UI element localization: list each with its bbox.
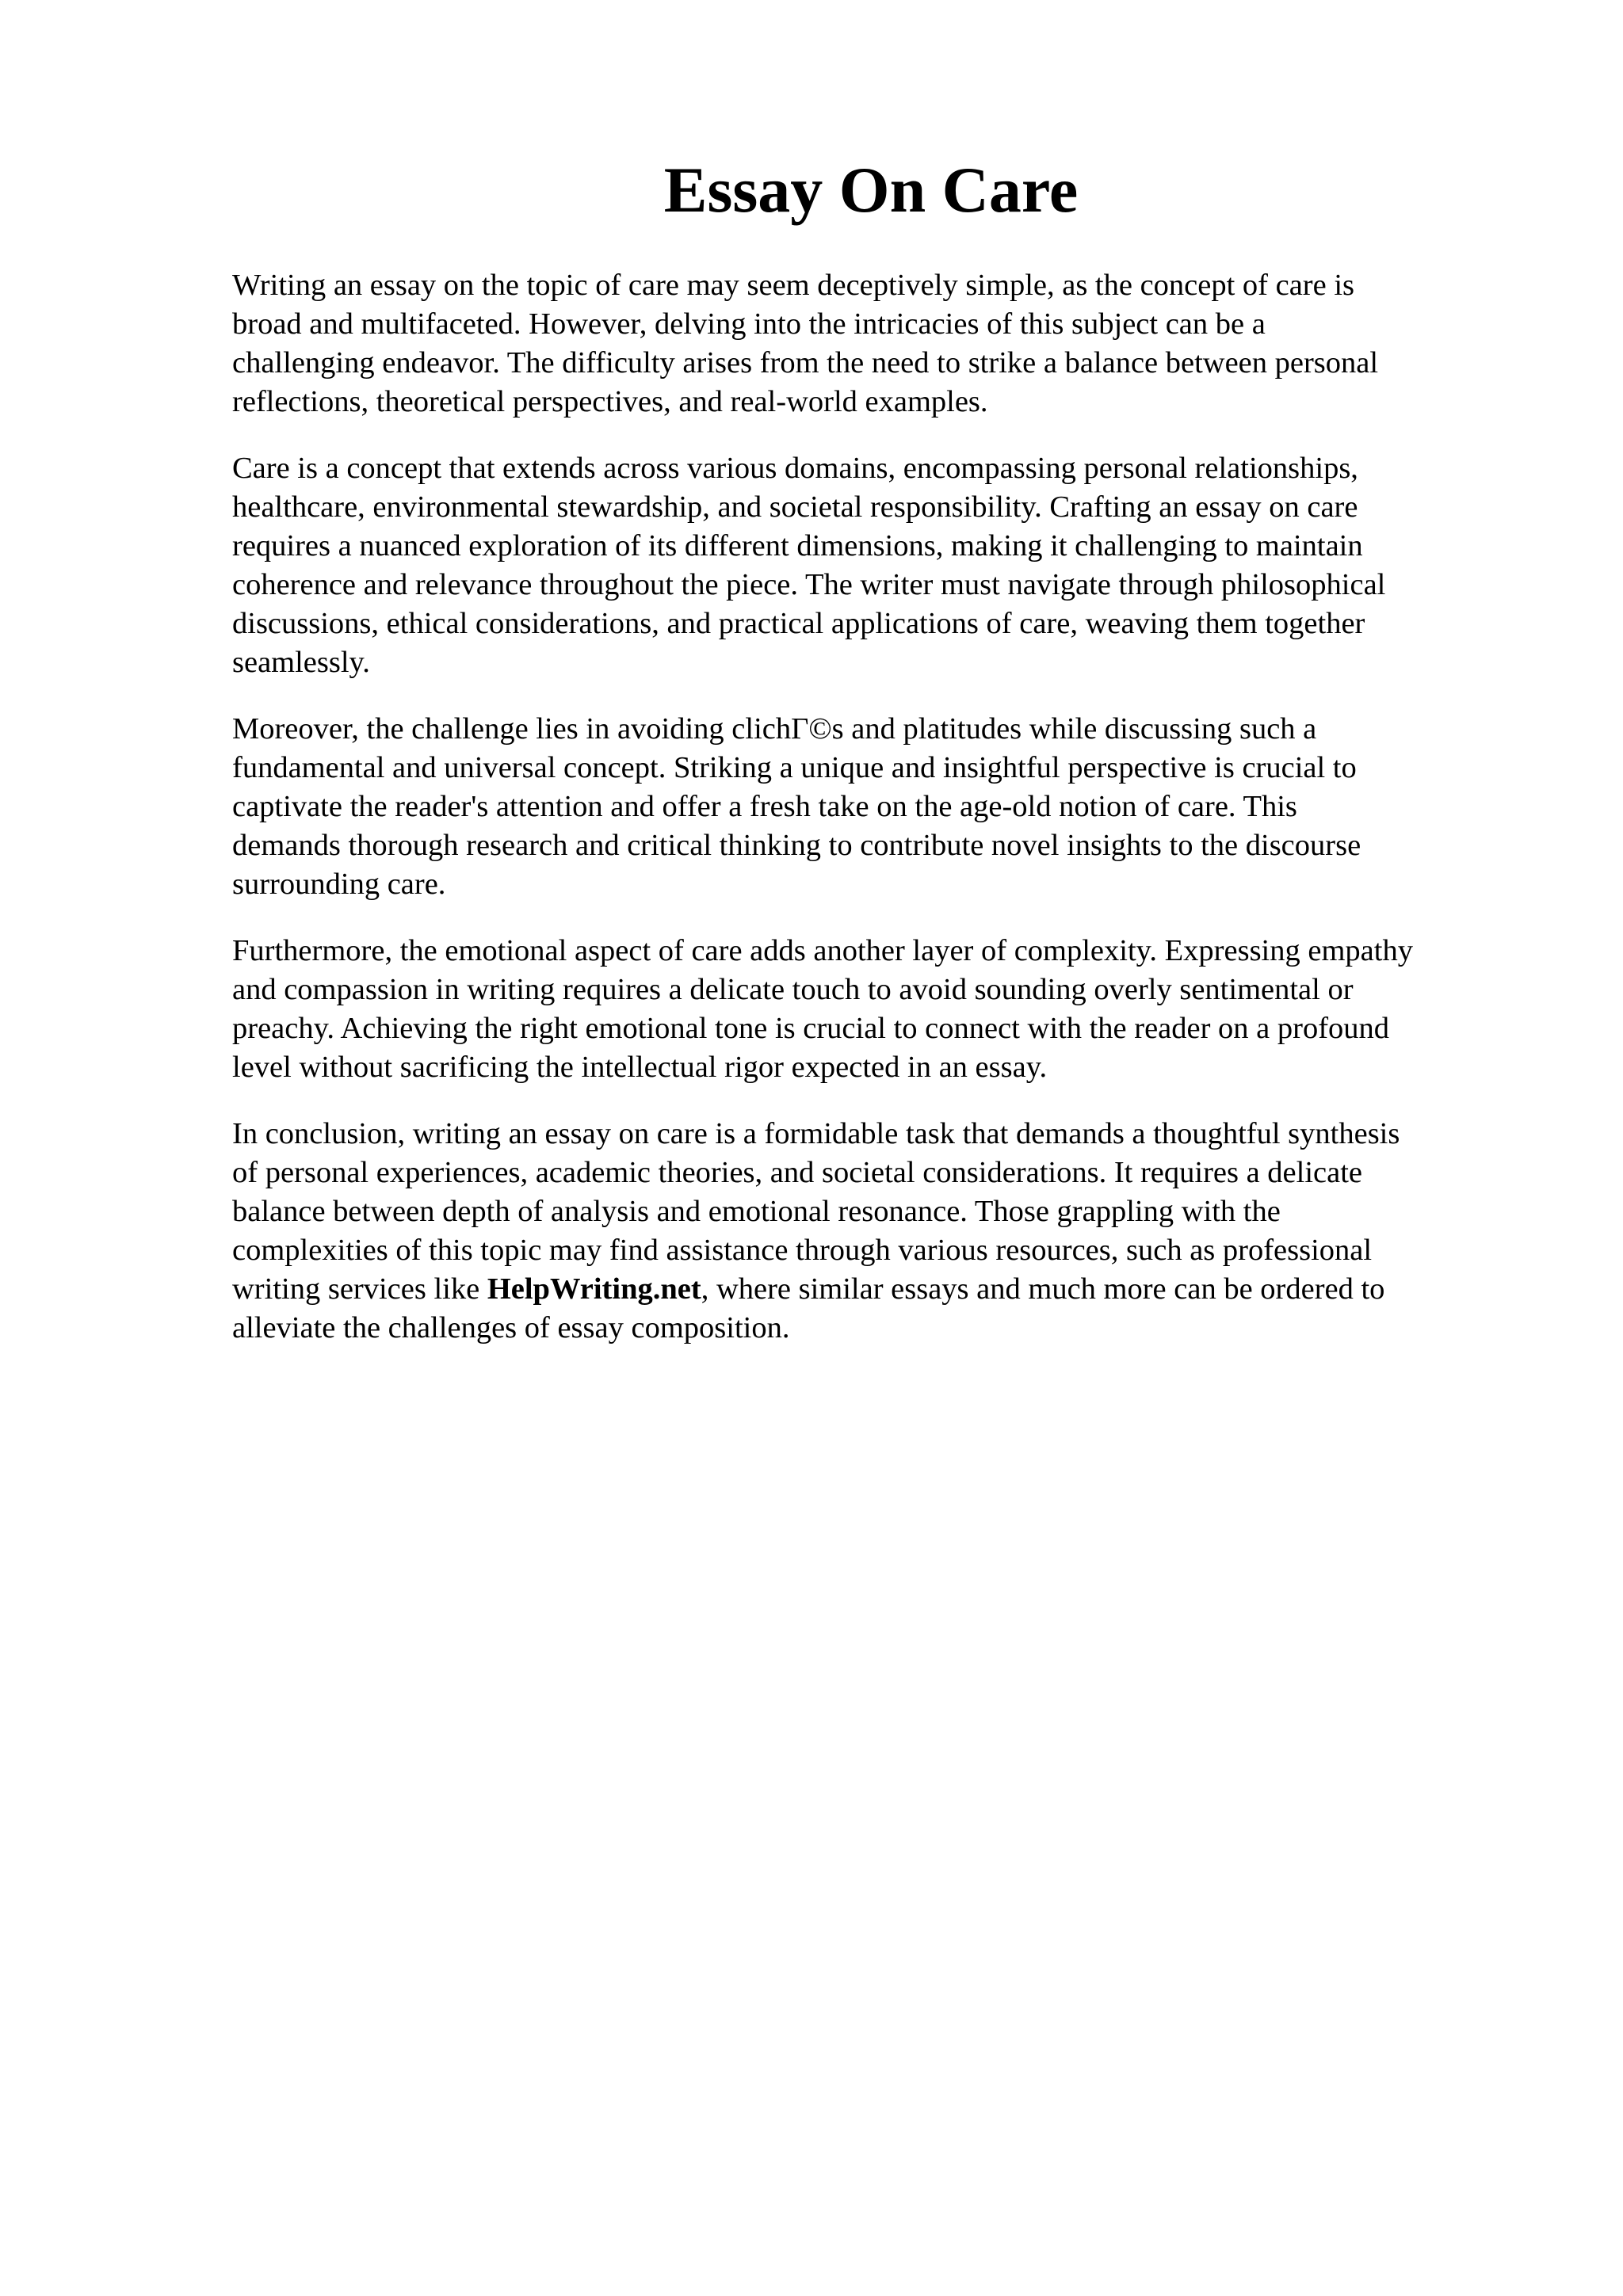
text-line: reflections, theoretical perspectives, and real-world examples. [232, 385, 988, 418]
paragraph-2 [232, 449, 1516, 682]
brand-link[interactable]: HelpWriting.net [487, 1272, 701, 1306]
text-line: requires a nuanced exploration of its different dimensions, making it challenging to maintain [232, 529, 1363, 563]
text-line: Care is a concept that extends across various domains, encompassing personal relationships, [232, 452, 1358, 485]
text-line: complexities of this topic may find assistance through various resources, such as professional [232, 1234, 1373, 1267]
text-line: level without sacrificing the intellectual rigor expected in an essay. [232, 1051, 1048, 1084]
text-line: captivate the reader's attention and offer a fresh take on the age-old notion of care. This [232, 790, 1297, 823]
paragraph-1 [232, 266, 1516, 421]
text-line: of personal experiences, academic theories, and societal considerations. It requires a delicate [232, 1156, 1363, 1189]
brand-line-prefix: writing services like [232, 1272, 487, 1306]
text-line: Furthermore, the emotional aspect of care adds another layer of complexity. Expressing empathy [232, 934, 1413, 967]
text-line-with-brand [232, 1270, 1516, 1309]
text-line: healthcare, environmental stewardship, and societal responsibility. Crafting an essay on care [232, 490, 1358, 524]
text-line: broad and multifaceted. However, delving into the intricacies of this subject can be a [232, 307, 1266, 341]
text-line: coherence and relevance throughout the piece. The writer must navigate through philosophical [232, 568, 1386, 601]
text-line: and compassion in writing requires a delicate touch to avoid sounding overly sentimental or [232, 973, 1354, 1006]
text-line: challenging endeavor. The difficulty arises from the need to strike a balance between personal [232, 346, 1379, 379]
brand-line-suffix: , where similar essays and much more can be ordered to [701, 1272, 1385, 1306]
text-line: Writing an essay on the topic of care may seem deceptively simple, as the concept of care is [232, 269, 1355, 302]
document-title: Essay On Care [663, 154, 1079, 226]
text-line: discussions, ethical considerations, and practical applications of care, weaving them together [232, 607, 1365, 640]
text-line: preachy. Achieving the right emotional tone is crucial to connect with the reader on a profound [232, 1012, 1390, 1045]
paragraph-3 [232, 710, 1516, 904]
text-line: alleviate the challenges of essay composition. [232, 1311, 790, 1344]
paragraph-5-conclusion [232, 1115, 1516, 1348]
essay-body [232, 266, 1516, 1375]
text-line: balance between depth of analysis and emotional resonance. Those grappling with the [232, 1195, 1281, 1228]
text-line: Moreover, the challenge lies in avoiding clichΓ©s and platitudes while discussing such a [232, 712, 1317, 746]
text-line: surrounding care. [232, 868, 446, 901]
text-line: In conclusion, writing an essay on care is a formidable task that demands a thoughtful synthesis [232, 1117, 1400, 1150]
text-line: demands thorough research and critical thinking to contribute novel insights to the discourse [232, 829, 1361, 862]
text-line: seamlessly. [232, 646, 370, 679]
text-line: fundamental and universal concept. Striking a unique and insightful perspective is crucial to [232, 751, 1357, 784]
paragraph-4 [232, 932, 1516, 1087]
